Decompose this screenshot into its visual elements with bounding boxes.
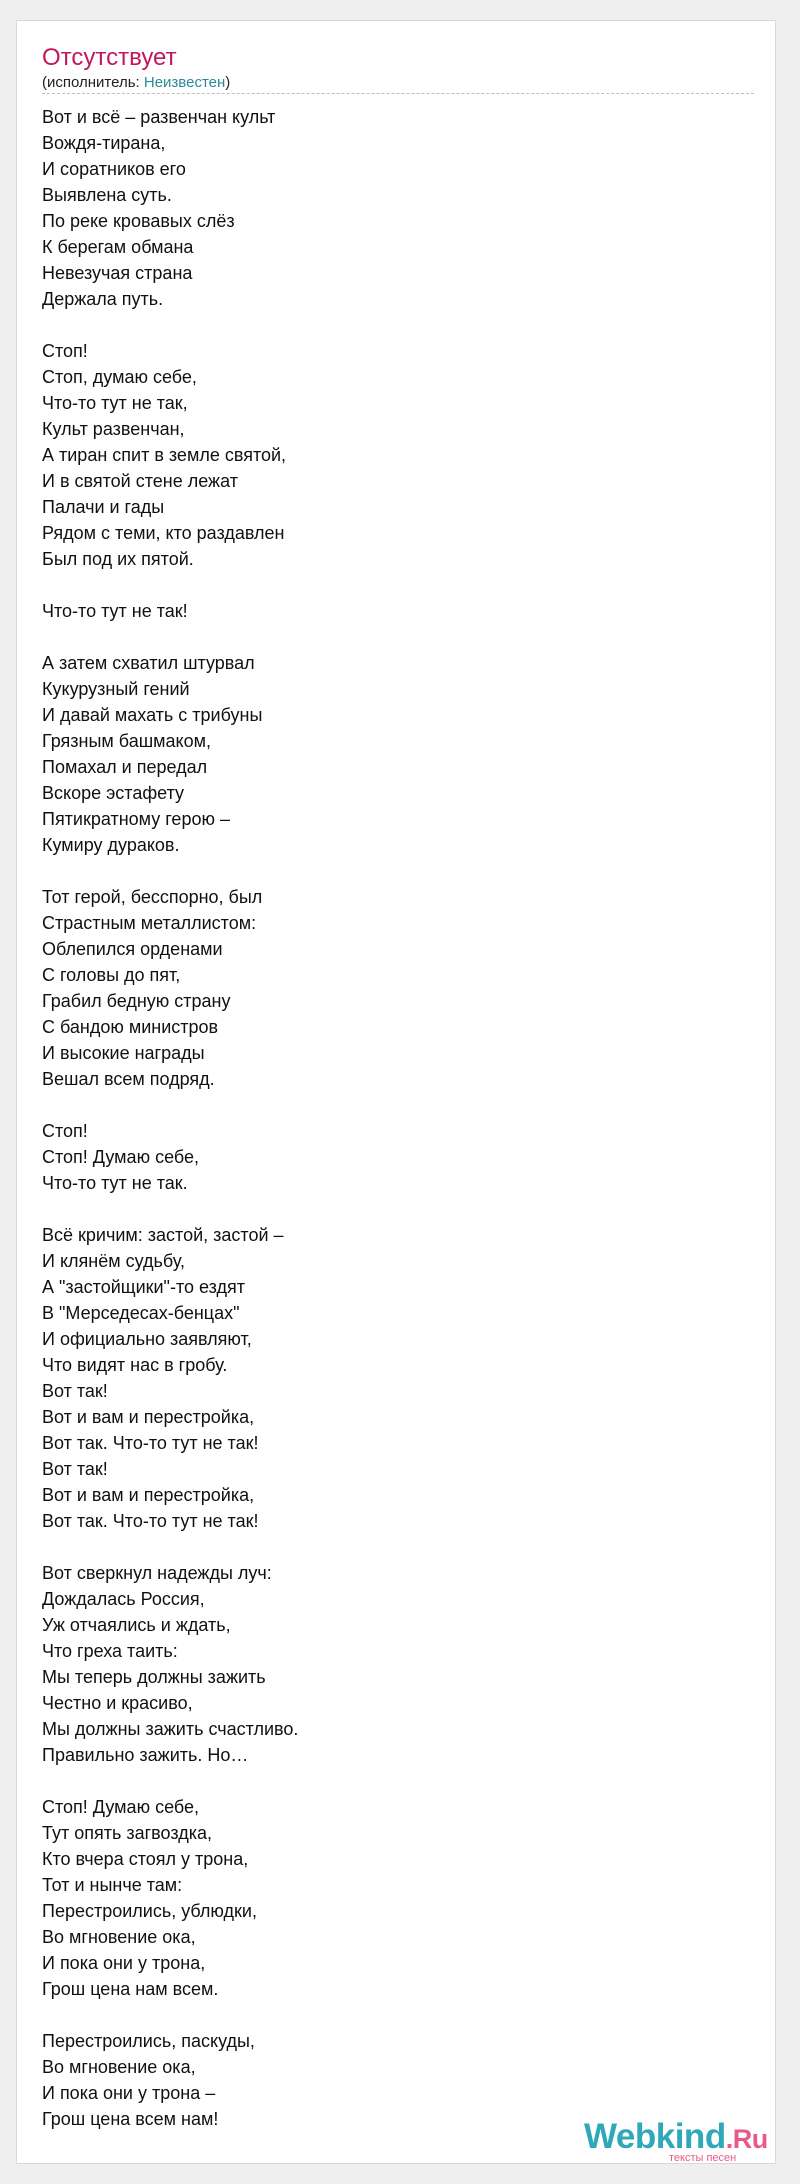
lyric-line: Во мгновение ока, — [42, 1927, 196, 1947]
stanza-break — [42, 1534, 742, 1560]
lyric-line: Рядом с теми, кто раздавлен — [42, 523, 285, 543]
lyric-line: Стоп! Думаю себе, — [42, 1147, 199, 1167]
lyric-line: Грош цена нам всем. — [42, 1979, 219, 1999]
lyric-line: А затем схватил штурвал — [42, 653, 255, 673]
webkind-logo[interactable] — [584, 2117, 784, 2165]
stanza-break — [42, 858, 742, 884]
lyric-line: Тут опять загвоздка, — [42, 1823, 212, 1843]
lyric-line: Держала путь. — [42, 289, 164, 309]
lyric-line: Вешал всем подряд. — [42, 1069, 215, 1089]
lyric-line: Страстным металлистом: — [42, 913, 257, 933]
lyric-line: Грязным башмаком, — [42, 731, 211, 751]
lyric-line: Что-то тут не так, — [42, 393, 188, 413]
lyric-line: Был под их пятой. — [42, 549, 194, 569]
lyric-line: Вот так! — [42, 1459, 108, 1479]
lyric-line: Всё кричим: застой, застой – — [42, 1225, 284, 1245]
lyric-line: Стоп! — [42, 1121, 88, 1141]
lyric-line: Тот и нынче там: — [42, 1875, 183, 1895]
lyric-line: Вот и вам и перестройка, — [42, 1485, 255, 1505]
lyrics-page — [16, 20, 776, 2164]
lyric-line: Помахал и передал — [42, 757, 208, 777]
lyric-line: По реке кровавых слёз — [42, 211, 235, 231]
performer-prefix: (исполнитель: — [42, 74, 144, 91]
lyric-line: Перестроились, паскуды, — [42, 2031, 255, 2051]
lyric-line: Во мгновение ока, — [42, 2057, 196, 2077]
stanza-break — [42, 624, 742, 650]
performer-line — [42, 73, 230, 93]
lyric-line: Мы теперь должны зажить — [42, 1667, 266, 1687]
lyric-line: С головы до пят, — [42, 965, 181, 985]
lyric-line: Дождалась Россия, — [42, 1589, 205, 1609]
lyric-line: И давай махать с трибуны — [42, 705, 263, 725]
lyrics-text — [42, 104, 742, 2132]
lyric-line: В "Мерседесах-бенцах" — [42, 1303, 240, 1323]
lyric-line: Вот сверкнул надежды луч: — [42, 1563, 272, 1583]
artist-link[interactable]: Неизвестен — [143, 74, 226, 91]
lyric-line: Палачи и гады — [42, 497, 165, 517]
lyric-line: Уж отчаялись и ждать, — [42, 1615, 231, 1635]
lyric-line: Вот так. Что-то тут не так! — [42, 1511, 259, 1531]
lyric-line: И высокие награды — [42, 1043, 205, 1063]
lyric-line: Честно и красиво, — [42, 1693, 193, 1713]
lyric-line: Стоп, думаю себе, — [42, 367, 197, 387]
lyric-line: Кукурузный гений — [42, 679, 190, 699]
lyric-line: И официально заявляют, — [42, 1329, 252, 1349]
lyric-line: Тот герой, бесспорно, был — [42, 887, 263, 907]
lyric-line: И клянём судьбу, — [42, 1251, 185, 1271]
stanza-break — [42, 572, 742, 598]
lyric-line: Вот так! — [42, 1381, 108, 1401]
lyric-line: Вот и вам и перестройка, — [42, 1407, 255, 1427]
stanza-break — [42, 312, 742, 338]
stanza-break — [42, 1196, 742, 1222]
logo-brand: Webkind — [584, 2117, 726, 2156]
lyric-line: Что-то тут не так! — [42, 601, 188, 621]
lyric-line: Перестроились, ублюдки, — [42, 1901, 257, 1921]
stanza-break — [42, 1768, 742, 1794]
stanza-break — [42, 2002, 742, 2028]
lyric-line: Культ развенчан, — [42, 419, 185, 439]
logo-tld: .Ru — [725, 2124, 768, 2154]
lyric-line: С бандою министров — [42, 1017, 219, 1037]
lyric-line: Правильно зажить. Но… — [42, 1745, 249, 1765]
title-divider — [42, 93, 754, 94]
lyric-line: А "застойщики"-то ездят — [42, 1277, 245, 1297]
lyric-line: Что-то тут не так. — [42, 1173, 188, 1193]
lyric-line: Стоп! — [42, 341, 88, 361]
lyric-line: Вождя-тирана, — [42, 133, 166, 153]
lyric-line: Кумиру дураков. — [42, 835, 180, 855]
lyric-line: Невезучая страна — [42, 263, 193, 283]
lyric-line: Мы должны зажить счастливо. — [42, 1719, 299, 1739]
lyric-line: Стоп! Думаю себе, — [42, 1797, 199, 1817]
lyric-line: Грош цена всем нам! — [42, 2109, 219, 2129]
lyric-line: Пятикратному герою – — [42, 809, 230, 829]
lyric-line: И пока они у трона, — [42, 1953, 206, 1973]
lyric-line: Облепился орденами — [42, 939, 223, 959]
lyric-line: Вот и всё – развенчан культ — [42, 107, 276, 127]
lyric-line: Что видят нас в гробу. — [42, 1355, 228, 1375]
lyric-line: И в святой стене лежат — [42, 471, 238, 491]
lyric-line: И соратников его — [42, 159, 186, 179]
lyric-line: А тиран спит в земле святой, — [42, 445, 287, 465]
lyric-line: Грабил бедную страну — [42, 991, 231, 1011]
lyric-line: Кто вчера стоял у трона, — [42, 1849, 249, 1869]
lyric-line: Что греха таить: — [42, 1641, 178, 1661]
lyric-line: Выявлена суть. — [42, 185, 172, 205]
performer-suffix: ) — [225, 74, 231, 91]
song-title: Отсутствует — [42, 44, 177, 71]
logo-tagline: тексты песен — [669, 2152, 737, 2164]
lyric-line: Вот так. Что-то тут не так! — [42, 1433, 259, 1453]
stanza-break — [42, 1092, 742, 1118]
lyric-line: К берегам обмана — [42, 237, 194, 257]
lyric-line: Вскоре эстафету — [42, 783, 185, 803]
lyric-line: И пока они у трона – — [42, 2083, 216, 2103]
